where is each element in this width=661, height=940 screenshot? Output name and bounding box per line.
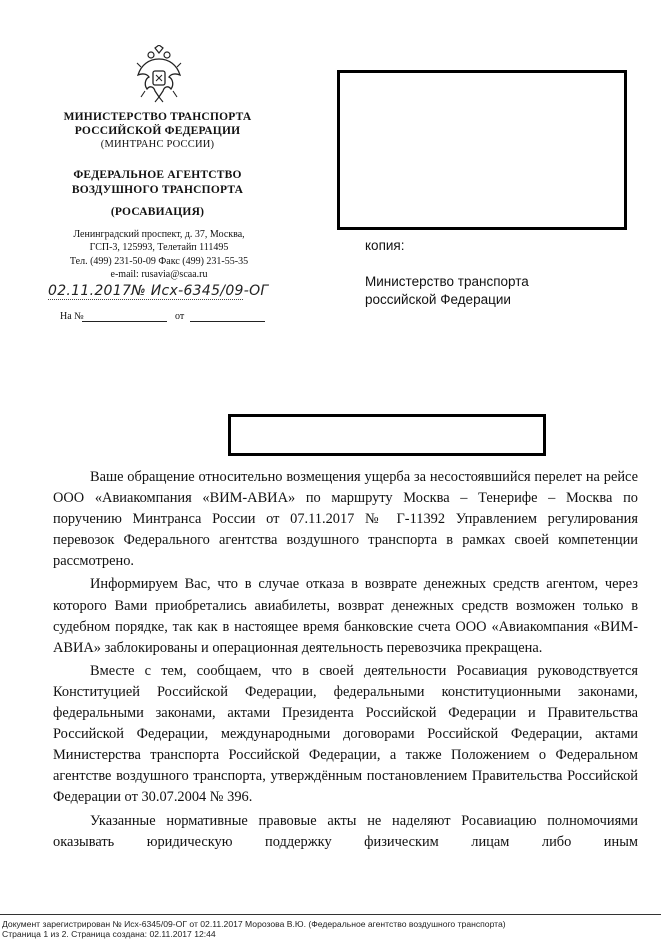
registration-stamp: Документ зарегистрирован № Исх-6345/09-ОГ от 02.11.2017 Морозова В.Ю. (Федеральное агентство воздушного транспорта) [2, 919, 506, 929]
reference-underline [48, 299, 243, 300]
agency-name-line1: ФЕДЕРАЛЬНОЕ АГЕНТСТВО [73, 169, 242, 181]
letter-body [53, 467, 638, 855]
agency-short-name: (РОСАВИАЦИЯ) [110, 206, 205, 218]
phone-fax-line: Тел. (499) 231-50-09 Факс (499) 231-55-35 [69, 256, 249, 267]
incoming-number-blank [82, 321, 167, 322]
incoming-date-label: от [175, 311, 185, 322]
redacted-recipient-address [337, 70, 627, 230]
copy-recipient-line2: российской Федерации [365, 292, 511, 307]
body-paragraph-3: Вместе с тем, сообщаем, что в своей деятельности Росавиация руководствуется Конституцией Российской Федерации, федеральными конституционными законами, федеральными законами, актами Президента Российской Федерации и Правительства Российской Федерации, международными договорами Российской Федерации, актами Министерства транспорта Российской Федерации, а также Положением о Федеральном агентстве воздушного транспорта, утверждённым постановлением Правительства Российской Федерации от 30.07.2004 № 396. [53, 662, 638, 806]
ministry-name-line1: МИНИСТЕРСТВО ТРАНСПОРТА [63, 111, 252, 123]
page-info: Страница 1 из 2. Страница создана: 02.11.2017 12:44 [2, 929, 216, 939]
coat-of-arms-emblem-icon [135, 45, 183, 103]
address-line2: ГСП-3, 125993, Телетайп 111495 [89, 242, 229, 253]
email-line: e-mail: rusavia@scaa.ru [110, 269, 208, 280]
ministry-short-name: (МИНТРАНС РОССИИ) [100, 139, 215, 150]
ministry-name-line2: РОССИЙСКОЙ ФЕДЕРАЦИИ [74, 125, 241, 137]
handwritten-reference-number: 02.11.2017№ Исх-6345/09-ОГ [48, 283, 269, 299]
copy-label: копия: [365, 238, 405, 253]
redacted-salutation [228, 414, 546, 456]
copy-recipient [365, 273, 529, 309]
agency-name-line2: ВОЗДУШНОГО ТРАНСПОРТА [71, 184, 244, 196]
footer-divider [0, 914, 661, 915]
body-paragraph-1: Ваше обращение относительно возмещения ущерба за несостоявшийся перелет на рейсе ООО «Авиакомпания «ВИМ-АВИА» по маршруту Москва – Тенерифе – Москва по поручению Минтранса России от 07.11.2017 № Г-11392 Управлением регулирования перевозок Федерального агентства воздушного транспорта в рамках своей компетенции рассмотрено. [53, 469, 638, 570]
body-paragraph-2: Информируем Вас, что в случае отказа в возврате денежных средств агентом, через которого Вами приобретались авиабилеты, возврат денежных средств возможен только в судебном порядке, так как в настоящее время банковские счета ООО «Авиакомпания «ВИМ-АВИА» заблокированы и операционная деятельность перевозчика прекращена. [53, 576, 638, 656]
body-paragraph-4: Указанные нормативные правовые акты не наделяют Росавиацию полномочиями оказывать юридическую поддержку физическим лицам либо иным [53, 812, 638, 850]
copy-recipient-line1: Министерство транспорта [365, 274, 529, 289]
incoming-number-label: На № [60, 311, 84, 322]
address-line1: Ленинградский проспект, д. 37, Москва, [73, 229, 245, 240]
incoming-date-blank [190, 321, 265, 322]
